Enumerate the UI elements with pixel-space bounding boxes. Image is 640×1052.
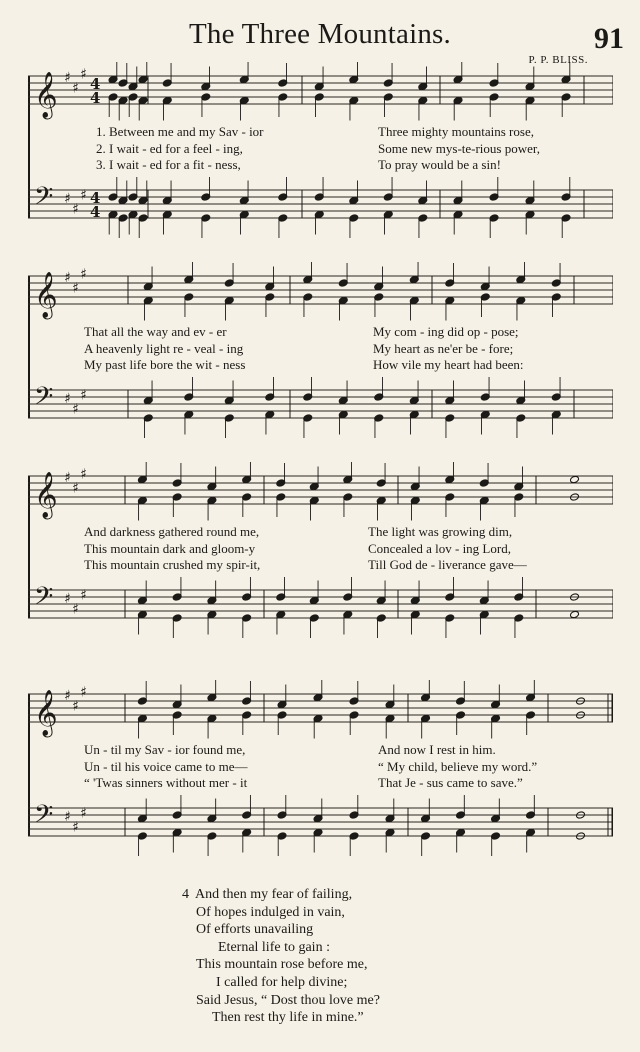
sharp-icon: ♯ xyxy=(72,401,79,418)
lyric-phrase-first: This mountain crushed my spir-it, xyxy=(84,557,261,572)
sharp-icon: ♯ xyxy=(64,591,71,607)
bass-clef-icon: 𝄢 xyxy=(34,582,54,617)
time-signature-bottom: 4 xyxy=(90,89,101,107)
bass-clef-icon: 𝄢 xyxy=(34,182,54,217)
lyric-phrase-second: Some new mys-te-rious power, xyxy=(378,140,540,156)
verse-number: 4 xyxy=(182,887,189,902)
verse-four-line: 4 And then my fear of failing, xyxy=(182,887,353,902)
verse-four-line: Of hopes indulged in vain, xyxy=(196,904,345,920)
lyric-line xyxy=(28,324,613,340)
music-system xyxy=(28,462,613,652)
sharp-icon: ♯ xyxy=(80,684,87,701)
lyric-line xyxy=(28,357,613,373)
music-system xyxy=(28,262,613,452)
lyric-phrase-first: 3. I wait - ed for a fit - ness, xyxy=(96,157,241,172)
sharp-icon: ♯ xyxy=(64,391,71,407)
lyric-phrase-second: The light was growing dim, xyxy=(368,524,513,539)
sharp-icon: ♯ xyxy=(64,809,71,825)
time-signature-top: 4 xyxy=(90,75,101,93)
lyric-line xyxy=(28,557,613,573)
sharp-icon: ♯ xyxy=(72,698,79,715)
verse-four-line: Eternal life to gain : xyxy=(218,939,330,955)
lyric-phrase-second: That Je - sus came to save.” xyxy=(378,775,523,790)
bass-staff xyxy=(28,577,613,638)
treble-clef-icon: 𝄞 xyxy=(34,472,58,518)
lyric-line xyxy=(28,157,613,173)
treble-clef-icon: 𝄞 xyxy=(34,690,58,736)
treble-clef-icon: 𝄞 xyxy=(34,272,58,318)
sharp-icon: ♯ xyxy=(72,80,79,97)
sharp-icon: ♯ xyxy=(64,70,71,86)
note-head xyxy=(570,610,580,618)
lyric-phrase-second: How vile my heart had been: xyxy=(373,357,524,372)
verse-four xyxy=(182,886,380,1027)
verse-four-line: I called for help divine; xyxy=(216,974,348,990)
lyric-phrase-second: Concealed a lov - ing Lord, xyxy=(368,540,511,556)
sharp-icon: ♯ xyxy=(72,280,79,297)
treble-clef-icon: 𝄞 xyxy=(34,72,58,118)
sharp-icon: ♯ xyxy=(64,191,71,207)
lyric-phrase-first: My past life bore the wit - ness xyxy=(84,357,246,372)
music-system xyxy=(28,62,613,252)
lyric-phrase-second: Three mighty mountains rose, xyxy=(378,124,534,139)
music-system xyxy=(28,680,613,870)
page-number: 91 xyxy=(594,22,624,55)
sharp-icon: ♯ xyxy=(64,470,71,486)
lyric-line xyxy=(28,541,613,557)
verse-four-line: Of efforts unavailing xyxy=(196,922,314,938)
lyric-line xyxy=(28,341,613,357)
lyric-phrase-second: My heart as ne'er be - fore; xyxy=(373,340,514,356)
lyric-phrase-first: 1. Between me and my Sav - ior xyxy=(96,124,264,139)
lyric-line xyxy=(28,775,613,791)
sharp-icon: ♯ xyxy=(80,266,87,283)
lyric-phrase-first: A heavenly light re - veal - ing xyxy=(84,340,244,356)
lyric-phrase-second: Till God de - liverance gave— xyxy=(368,557,527,572)
verse-four-line: This mountain rose before me, xyxy=(196,957,368,973)
treble-staff xyxy=(28,680,613,739)
treble-staff xyxy=(28,62,613,121)
sharp-icon: ♯ xyxy=(80,587,87,604)
lyric-phrase-first: And darkness gathered round me, xyxy=(84,524,260,539)
sharp-icon: ♯ xyxy=(80,66,87,83)
lyric-phrase-second: My com - ing did op - pose; xyxy=(373,324,519,339)
treble-staff xyxy=(28,462,613,521)
lyric-line xyxy=(28,524,613,540)
sharp-icon: ♯ xyxy=(72,819,79,836)
lyric-line xyxy=(28,141,613,157)
lyric-phrase-first: Un - til his voice came to me— xyxy=(84,758,248,774)
lyric-line xyxy=(28,124,613,140)
sharp-icon: ♯ xyxy=(80,387,87,404)
lyric-phrase-first: This mountain dark and gloom-y xyxy=(84,540,256,556)
bass-clef-icon: 𝄢 xyxy=(34,800,54,835)
treble-staff xyxy=(28,262,613,321)
hymn-title: The Three Mountains. xyxy=(189,18,451,50)
lyric-phrase-first: “ 'Twas sinners without mer - it xyxy=(84,775,248,790)
lyric-phrase-second: And now I rest in him. xyxy=(378,742,496,757)
lyric-phrase-second: To pray would be a sin! xyxy=(378,157,501,172)
sharp-icon: ♯ xyxy=(72,480,79,497)
bass-clef-icon: 𝄢 xyxy=(34,382,54,417)
lyric-line xyxy=(28,742,613,758)
composer-credit: P. P. BLISS. xyxy=(528,54,588,66)
note-head xyxy=(570,475,580,483)
sharp-icon: ♯ xyxy=(80,805,87,822)
lyric-phrase-first: 2. I wait - ed for a feel - ing, xyxy=(96,140,243,156)
bass-staff xyxy=(28,795,613,856)
verse-four-line: Said Jesus, “ Dost thou love me? xyxy=(196,992,380,1008)
bass-staff xyxy=(28,377,613,438)
sharp-icon: ♯ xyxy=(72,201,79,218)
lyric-phrase-first: Un - til my Sav - ior found me, xyxy=(84,742,246,757)
time-signature-bottom: 4 xyxy=(90,203,101,221)
sharp-icon: ♯ xyxy=(64,270,71,286)
lyric-phrase-first: That all the way and ev - er xyxy=(84,324,227,339)
sharp-icon: ♯ xyxy=(72,601,79,618)
bass-staff xyxy=(28,177,613,238)
sharp-icon: ♯ xyxy=(80,187,87,204)
verse-four-line: Then rest thy life in mine.” xyxy=(212,1010,364,1026)
sharp-icon: ♯ xyxy=(80,466,87,483)
sharp-icon: ♯ xyxy=(64,688,71,704)
lyric-phrase-second: “ My child, believe my word.” xyxy=(378,758,538,774)
lyric-line xyxy=(28,759,613,775)
time-signature-top: 4 xyxy=(90,189,101,207)
